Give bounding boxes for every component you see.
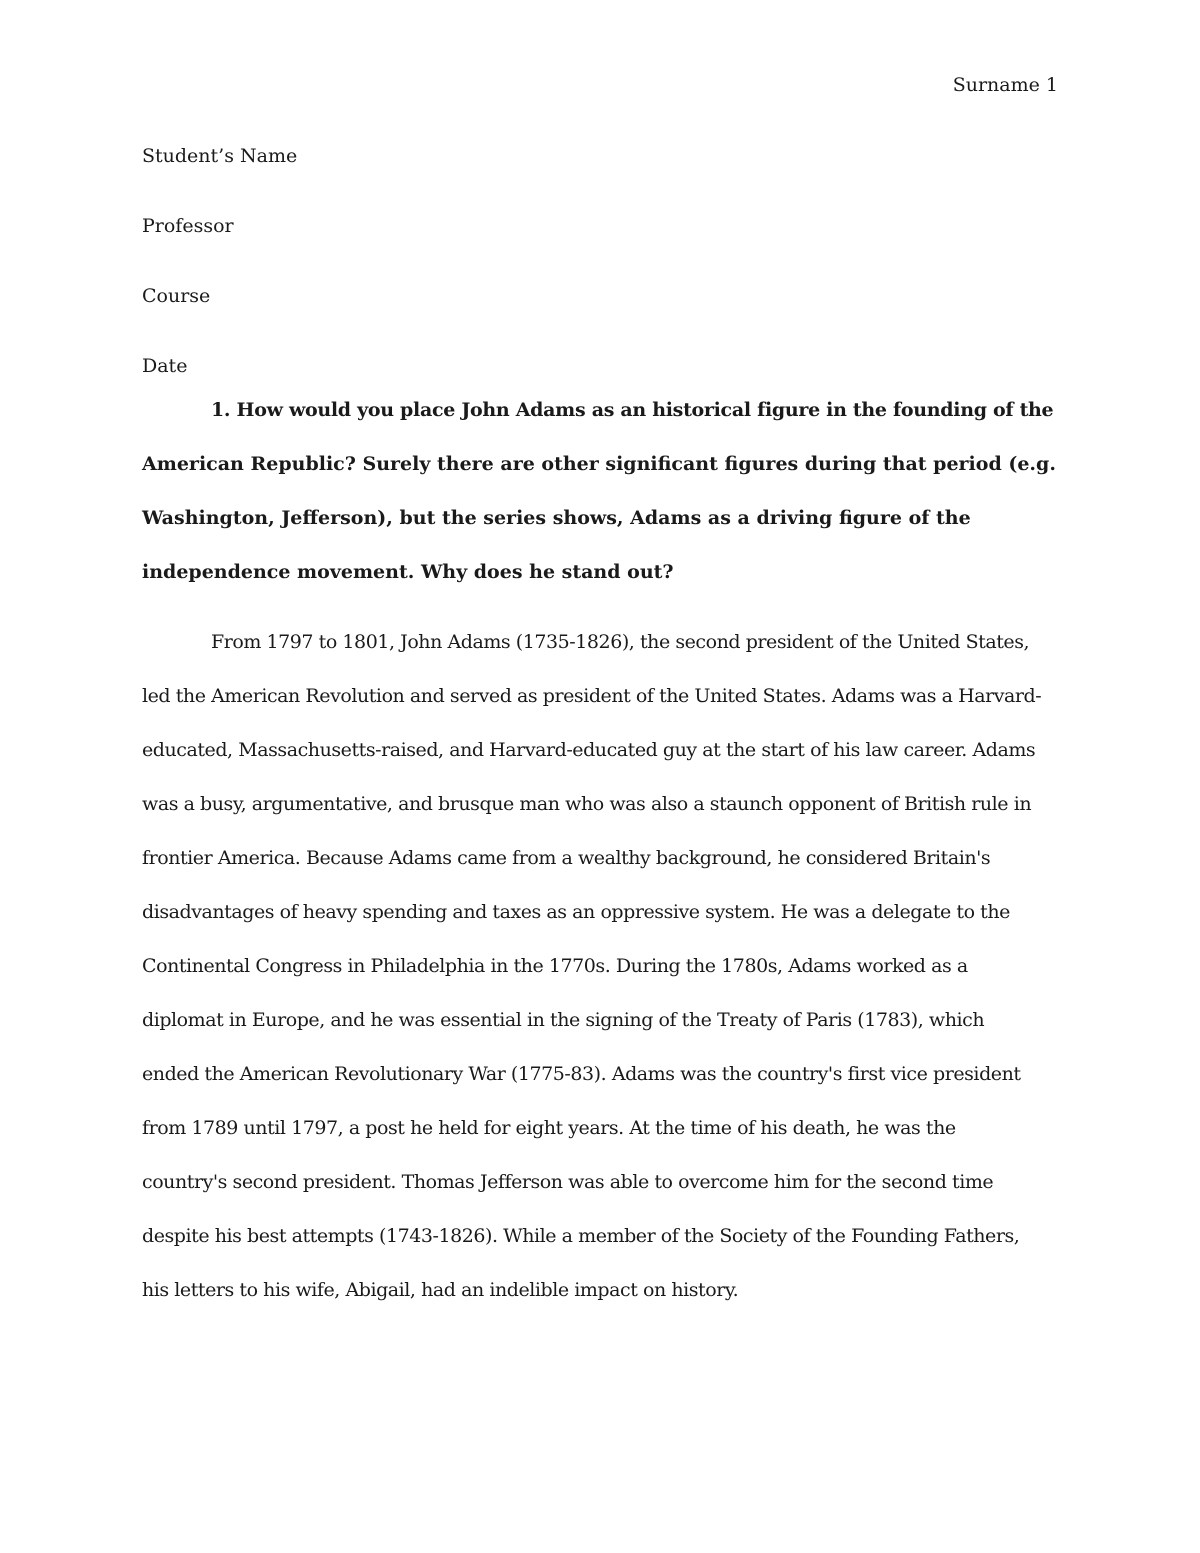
paragraph-line: from 1789 until 1797, a post he held for eight years. At the time of his death, he was the [142, 1117, 956, 1139]
student-name: Student’s Name [142, 145, 298, 167]
question-line: Washington, Jefferson), but the series shows, Adams as a driving figure of the [142, 507, 971, 529]
paragraph-line: country's second president. Thomas Jefferson was able to overcome him for the second time [142, 1171, 994, 1193]
paragraph-line: From 1797 to 1801, John Adams (1735-1826), the second president of the United States, [211, 631, 1030, 653]
paragraph-line: despite his best attempts (1743-1826). While a member of the Society of the Founding Fathers, [142, 1225, 1020, 1247]
question-line: independence movement. Why does he stand out? [142, 561, 674, 583]
question-line: 1. How would you place John Adams as an historical figure in the founding of the [211, 399, 1054, 421]
paragraph-line: diplomat in Europe, and he was essential in the signing of the Treaty of Paris (1783), which [142, 1009, 985, 1031]
paragraph-line: frontier America. Because Adams came from a wealthy background, he considered Britain's [142, 847, 991, 869]
answer-paragraph [142, 629, 1058, 1331]
question-line: American Republic? Surely there are other significant figures during that period (e.g. [142, 453, 1056, 475]
paragraph-line: disadvantages of heavy spending and taxes as an oppressive system. He was a delegate to the [142, 901, 1010, 923]
professor-name: Professor [142, 215, 234, 237]
mla-heading [142, 143, 1058, 423]
question-paragraph [142, 397, 1058, 613]
paragraph-line: Continental Congress in Philadelphia in the 1770s. During the 1780s, Adams worked as a [142, 955, 968, 977]
course-name: Course [142, 285, 211, 307]
date: Date [142, 355, 188, 377]
paragraph-line: ended the American Revolutionary War (1775-83). Adams was the country's first vice president [142, 1063, 1021, 1085]
paragraph-line: educated, Massachusetts-raised, and Harvard-educated guy at the start of his law career. Adams [142, 739, 1036, 761]
paragraph-line: his letters to his wife, Abigail, had an indelible impact on history. [142, 1279, 739, 1301]
paragraph-line: was a busy, argumentative, and brusque man who was also a staunch opponent of British rule in [142, 793, 1032, 815]
page-header-surname: Surname 1 [952, 74, 1058, 96]
paragraph-line: led the American Revolution and served as president of the United States. Adams was a Harvard- [142, 685, 1042, 707]
